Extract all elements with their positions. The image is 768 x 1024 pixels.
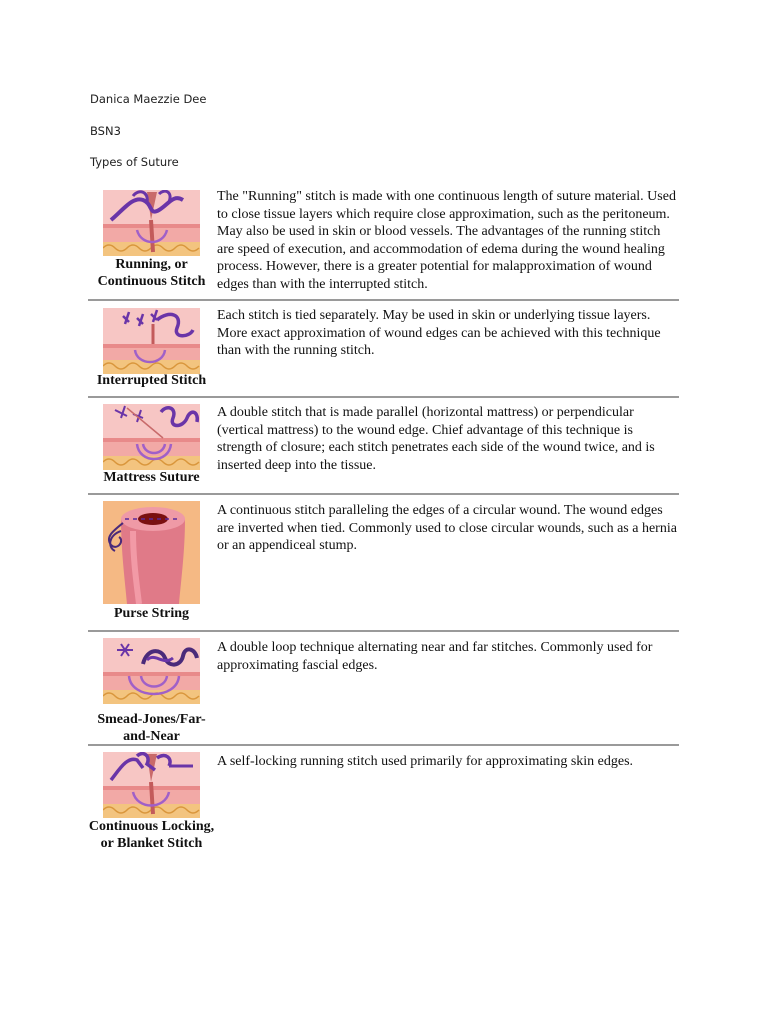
suture-description: Each stitch is tied separately. May be used in skin or underlying tissue layers. More exact approximation of wound edges can be achieved with this technique than with the running stitch. xyxy=(217,308,661,358)
divider xyxy=(88,630,679,632)
suture-caption: Interrupted Stitch xyxy=(96,373,207,388)
page-title: Types of Suture xyxy=(90,155,179,169)
divider xyxy=(88,299,679,301)
blanket-stitch-illustration xyxy=(103,752,200,818)
suture-caption: Continuous Locking, or Blanket Stitch xyxy=(88,819,215,851)
section-label: BSN3 xyxy=(90,124,121,138)
running-stitch-illustration xyxy=(103,190,200,256)
suture-caption: Purse String xyxy=(113,606,190,621)
suture-description: A self-locking running stitch used primarily for approximating skin edges. xyxy=(217,754,634,769)
divider xyxy=(88,493,679,495)
suture-caption: Mattress Suture xyxy=(103,470,200,485)
suture-description: The "Running" stitch is made with one continuous length of suture material. Used to close tissue layers which require close approximation, such as the peritoneum. May also be used in skin or blood vessels. The advantages of the running stitch are speed of execution, and accommodation of edema during the wound healing process. However, there is a greater potential for malapproximation of wound edges than with the interrupted stitch. xyxy=(217,189,676,292)
mattress-suture-illustration xyxy=(103,404,200,470)
suture-description: A double loop technique alternating near and far stitches. Commonly used for approximating fascial edges. xyxy=(217,640,653,673)
smead-jones-illustration xyxy=(103,638,200,704)
suture-description: A double stitch that is made parallel (horizontal mattress) or perpendicular (vertical mattress) to the wound edge. Chief advantage of this technique is strength of closure; each stitch penetrates each side of the wound twice, and is inserted deep into the tissue. xyxy=(217,405,655,473)
suture-description: A continuous stitch paralleling the edges of a circular wound. The wound edges are inverted when tied. Commonly used to close circular wounds, such as a hernia or an appendiceal stump. xyxy=(217,503,677,553)
purse-string-illustration xyxy=(103,501,200,604)
author-name: Danica Maezzie Dee xyxy=(90,92,207,106)
divider xyxy=(88,396,679,398)
divider xyxy=(88,744,679,746)
suture-caption: Smead-Jones/Far-and-Near xyxy=(97,712,206,744)
interrupted-stitch-illustration xyxy=(103,308,200,374)
suture-caption: Running, or Continuous Stitch xyxy=(97,257,206,289)
